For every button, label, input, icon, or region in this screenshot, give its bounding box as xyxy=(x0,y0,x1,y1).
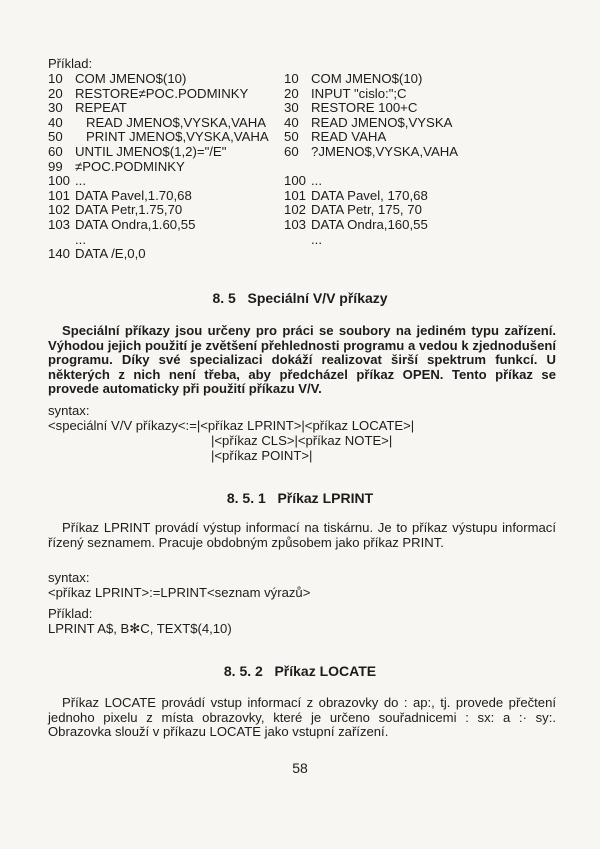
line-number: 60 xyxy=(48,143,63,159)
code-line xyxy=(48,116,269,131)
code-line xyxy=(284,203,458,218)
code-text: DATA Pavel, 170,68 xyxy=(311,187,428,203)
code-line xyxy=(284,174,458,189)
code-text: DATA Pavel,1.70,68 xyxy=(75,187,192,203)
code-line xyxy=(48,160,269,175)
code-text: ... xyxy=(75,173,86,189)
code-text: ... xyxy=(311,173,322,189)
line-number: 50 xyxy=(48,129,63,145)
line-number: 101 xyxy=(48,187,71,203)
line-number: 99 xyxy=(48,158,63,174)
line-number: 20 xyxy=(284,85,299,101)
lprint-syntax-line: <příkaz LPRINT>:=LPRINT<seznam výrazů> xyxy=(48,585,311,600)
code-text: RESTORE 100+C xyxy=(311,100,418,116)
lprint-text: Příkaz LPRINT provádí výstup informací na tiskárnu. Je to příkaz výstupu informací řízený seznamem. Pracuje obdobným způsobem jako příkaz PRINT. xyxy=(48,520,556,550)
section-title: Speciální V/V příkazy xyxy=(247,290,388,306)
code-column-right xyxy=(284,72,458,247)
code-line xyxy=(48,101,269,116)
line-number: 20 xyxy=(48,85,63,101)
code-line xyxy=(48,247,269,262)
code-line xyxy=(48,203,269,218)
locate-text: Příkaz LOCATE provádí vstup informací z obrazovky do : ap:, tj. provede přečtení jednoho pixelu z místa obrazovky, které je určeno souřadnicemi : sx: a :· sy:. Obrazovka slouží v příkazu LOCATE jako vstupní zařízení. xyxy=(48,695,556,740)
code-text: DATA Petr,1.75,70 xyxy=(75,202,183,218)
code-line xyxy=(284,160,458,175)
lprint-paragraph xyxy=(48,521,556,550)
code-line xyxy=(48,233,269,248)
code-line xyxy=(284,116,458,131)
code-line xyxy=(284,145,458,160)
line-number: 40 xyxy=(284,114,299,130)
code-text: ≠POC.PODMINKY xyxy=(75,158,185,174)
code-line xyxy=(284,189,458,204)
section-number: 8. 5. 2 xyxy=(223,663,263,679)
code-text: ?JMENO$,VYSKA,VAHA xyxy=(311,143,459,159)
line-number: 102 xyxy=(284,202,307,218)
line-number: 103 xyxy=(48,216,71,232)
line-number: 30 xyxy=(284,100,299,116)
syntax-line-1: <speciální V/V příkazy<:=|<příkaz LPRINT>|<příkaz LOCATE>| xyxy=(48,418,415,433)
code-text: INPUT "cislo:";C xyxy=(311,85,407,101)
code-line xyxy=(48,145,269,160)
line-number: 10 xyxy=(284,71,299,86)
code-line xyxy=(48,72,269,87)
line-number: 101 xyxy=(284,187,307,203)
locate-paragraph xyxy=(48,696,556,740)
section-title: Příkaz LPRINT xyxy=(277,490,374,506)
code-text: DATA /E,0,0 xyxy=(75,246,146,262)
code-text: RESTORE≠POC.PODMINKY xyxy=(75,85,249,101)
code-line xyxy=(284,130,458,145)
code-line xyxy=(284,218,458,233)
code-text: ... xyxy=(75,231,86,247)
section-number: 8. 5 xyxy=(212,290,236,306)
lprint-example-line: LPRINT A$, B✻C, TEXT$(4,10) xyxy=(48,621,232,636)
code-text: READ VAHA xyxy=(311,129,387,145)
line-number: 30 xyxy=(48,100,63,116)
code-line xyxy=(284,72,458,87)
code-text: READ JMENO$,VYSKA xyxy=(311,114,453,130)
section-number: 8. 5. 1 xyxy=(226,490,266,506)
code-line xyxy=(48,130,269,145)
lprint-example-label: Příklad: xyxy=(48,606,93,621)
code-text: PRINT JMENO$,VYSKA,VAHA xyxy=(75,129,269,145)
code-column-left xyxy=(48,72,269,262)
section-title: Příkaz LOCATE xyxy=(274,663,377,679)
code-text: ... xyxy=(311,231,322,247)
code-line xyxy=(284,101,458,116)
line-number: 140 xyxy=(48,246,71,262)
line-number: 103 xyxy=(284,216,307,232)
code-line xyxy=(284,233,458,248)
section-heading-8-5 xyxy=(0,290,600,306)
line-number: 40 xyxy=(48,114,63,130)
code-text: DATA Ondra,1.60,55 xyxy=(75,216,196,232)
lprint-syntax-label: syntax: xyxy=(48,570,90,585)
syntax-line-2: |<příkaz CLS>|<příkaz NOTE>| xyxy=(211,433,393,448)
code-line xyxy=(48,87,269,102)
code-text: DATA Petr, 175, 70 xyxy=(311,202,422,218)
code-text: READ JMENO$,VYSKA,VAHA xyxy=(75,114,267,130)
section-intro-paragraph xyxy=(48,324,556,397)
line-number: 102 xyxy=(48,202,71,218)
code-line xyxy=(48,189,269,204)
line-number: 10 xyxy=(48,71,63,86)
section-heading-8-5-2 xyxy=(0,663,600,679)
line-number: 50 xyxy=(284,129,299,145)
code-text: UNTIL JMENO$(1,2)="/E" xyxy=(75,143,227,159)
syntax-line-3: |<příkaz POINT>| xyxy=(211,448,313,463)
syntax-label: syntax: xyxy=(48,403,90,418)
code-text: COM JMENO$(10) xyxy=(311,71,423,86)
intro-text: Speciální příkazy jsou určeny pro práci se soubory na jediném typu zařízení. Výhodou jejich použití je zvětšení přehlednosti programu a vedou k zjednodušení programu. Díky své specializaci dokáží realizovat širší spektrum funkcí. U některých z nich není třeba, aby předcházel příkaz OPEN. Tento příkaz se provede automaticky při použití příkazu V/V. xyxy=(48,323,556,397)
section-heading-8-5-1 xyxy=(0,490,600,506)
code-line xyxy=(48,174,269,189)
line-number: 100 xyxy=(48,173,71,189)
example-label: Příklad: xyxy=(48,56,93,71)
line-number: 60 xyxy=(284,143,299,159)
code-line xyxy=(284,87,458,102)
code-text: REPEAT xyxy=(75,100,127,116)
code-text: COM JMENO$(10) xyxy=(75,71,187,86)
code-line xyxy=(48,218,269,233)
page-number: 58 xyxy=(292,760,308,776)
line-number: 100 xyxy=(284,173,307,189)
code-text: DATA Ondra,160,55 xyxy=(311,216,428,232)
